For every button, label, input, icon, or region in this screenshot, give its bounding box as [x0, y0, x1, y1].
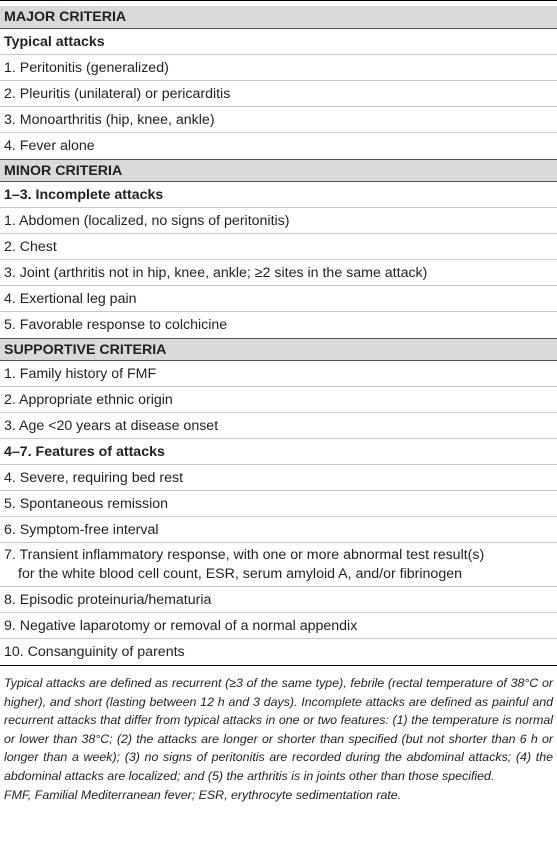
- supportive-item: 10. Consanguinity of parents: [4, 644, 185, 660]
- top-rule: [0, 0, 557, 1]
- typical-attacks-subhead: Typical attacks: [0, 29, 557, 55]
- supportive-item: 5. Spontaneous remission: [0, 491, 557, 517]
- supportive-item: 1. Family history of FMF: [0, 361, 557, 387]
- supportive-item-7-line1: 7. Transient inflammatory response, with one or more abnormal test result(s): [4, 547, 485, 563]
- minor-item: 1. Abdomen (localized, no signs of peritonitis): [0, 208, 557, 234]
- minor-item: 3. Joint (arthritis not in hip, knee, ankle; ≥2 sites in the same attack): [0, 260, 557, 286]
- supportive-item: 6. Symptom-free interval: [0, 517, 557, 543]
- table-footnote: [0, 666, 557, 804]
- minor-item: 4. Exertional leg pain: [0, 286, 557, 312]
- incomplete-attacks-subhead: 1–3. Incomplete attacks: [0, 182, 557, 208]
- minor-criteria-header: MINOR CRITERIA: [0, 159, 557, 182]
- major-item: 4. Fever alone: [4, 138, 95, 154]
- supportive-item-7-line2: for the white blood cell count, ESR, serum amyloid A, and/or fibrinogen: [18, 566, 462, 582]
- features-of-attacks-subhead: 4–7. Features of attacks: [0, 439, 557, 465]
- supportive-item: 9. Negative laparotomy or removal of a normal appendix: [0, 613, 557, 639]
- supportive-item: 8. Episodic proteinuria/hematuria: [0, 587, 557, 613]
- footnote-abbreviations: FMF, Familial Mediterranean fever; ESR, erythrocyte sedimentation rate.: [4, 787, 402, 802]
- supportive-item-7: [0, 543, 557, 587]
- supportive-criteria-header: SUPPORTIVE CRITERIA: [0, 338, 557, 361]
- supportive-item: 3. Age <20 years at disease onset: [0, 413, 557, 439]
- minor-item: 2. Chest: [0, 234, 557, 260]
- major-item: 3. Monoarthritis (hip, knee, ankle): [0, 107, 557, 133]
- supportive-item: 4. Severe, requiring bed rest: [0, 465, 557, 491]
- minor-item: 5. Favorable response to colchicine: [4, 317, 228, 333]
- major-criteria-header: MAJOR CRITERIA: [0, 6, 557, 29]
- supportive-item: 2. Appropriate ethnic origin: [0, 387, 557, 413]
- major-item: 2. Pleuritis (unilateral) or pericarditis: [0, 81, 557, 107]
- major-item: 1. Peritonitis (generalized): [0, 55, 557, 81]
- footnote-text: Typical attacks are defined as recurrent (≥3 of the same type), febrile (rectal temperature of 38°C or higher), and short (lasting between 12 h and 3 days). Incomplete attacks are defined as painful and recurrent attacks that differ from typical attacks in one or two features: (1) the temperature is normal or lower than 38°C; (2) the attacks are longer or shorter than specified (but not shorter than 6 h or longer than a week); (3) no signs of peritonitis are recorded during the abdominal attacks; (4) the abdominal attacks are localized; and (5) the arthritis is in joints other than those specified.: [4, 676, 553, 783]
